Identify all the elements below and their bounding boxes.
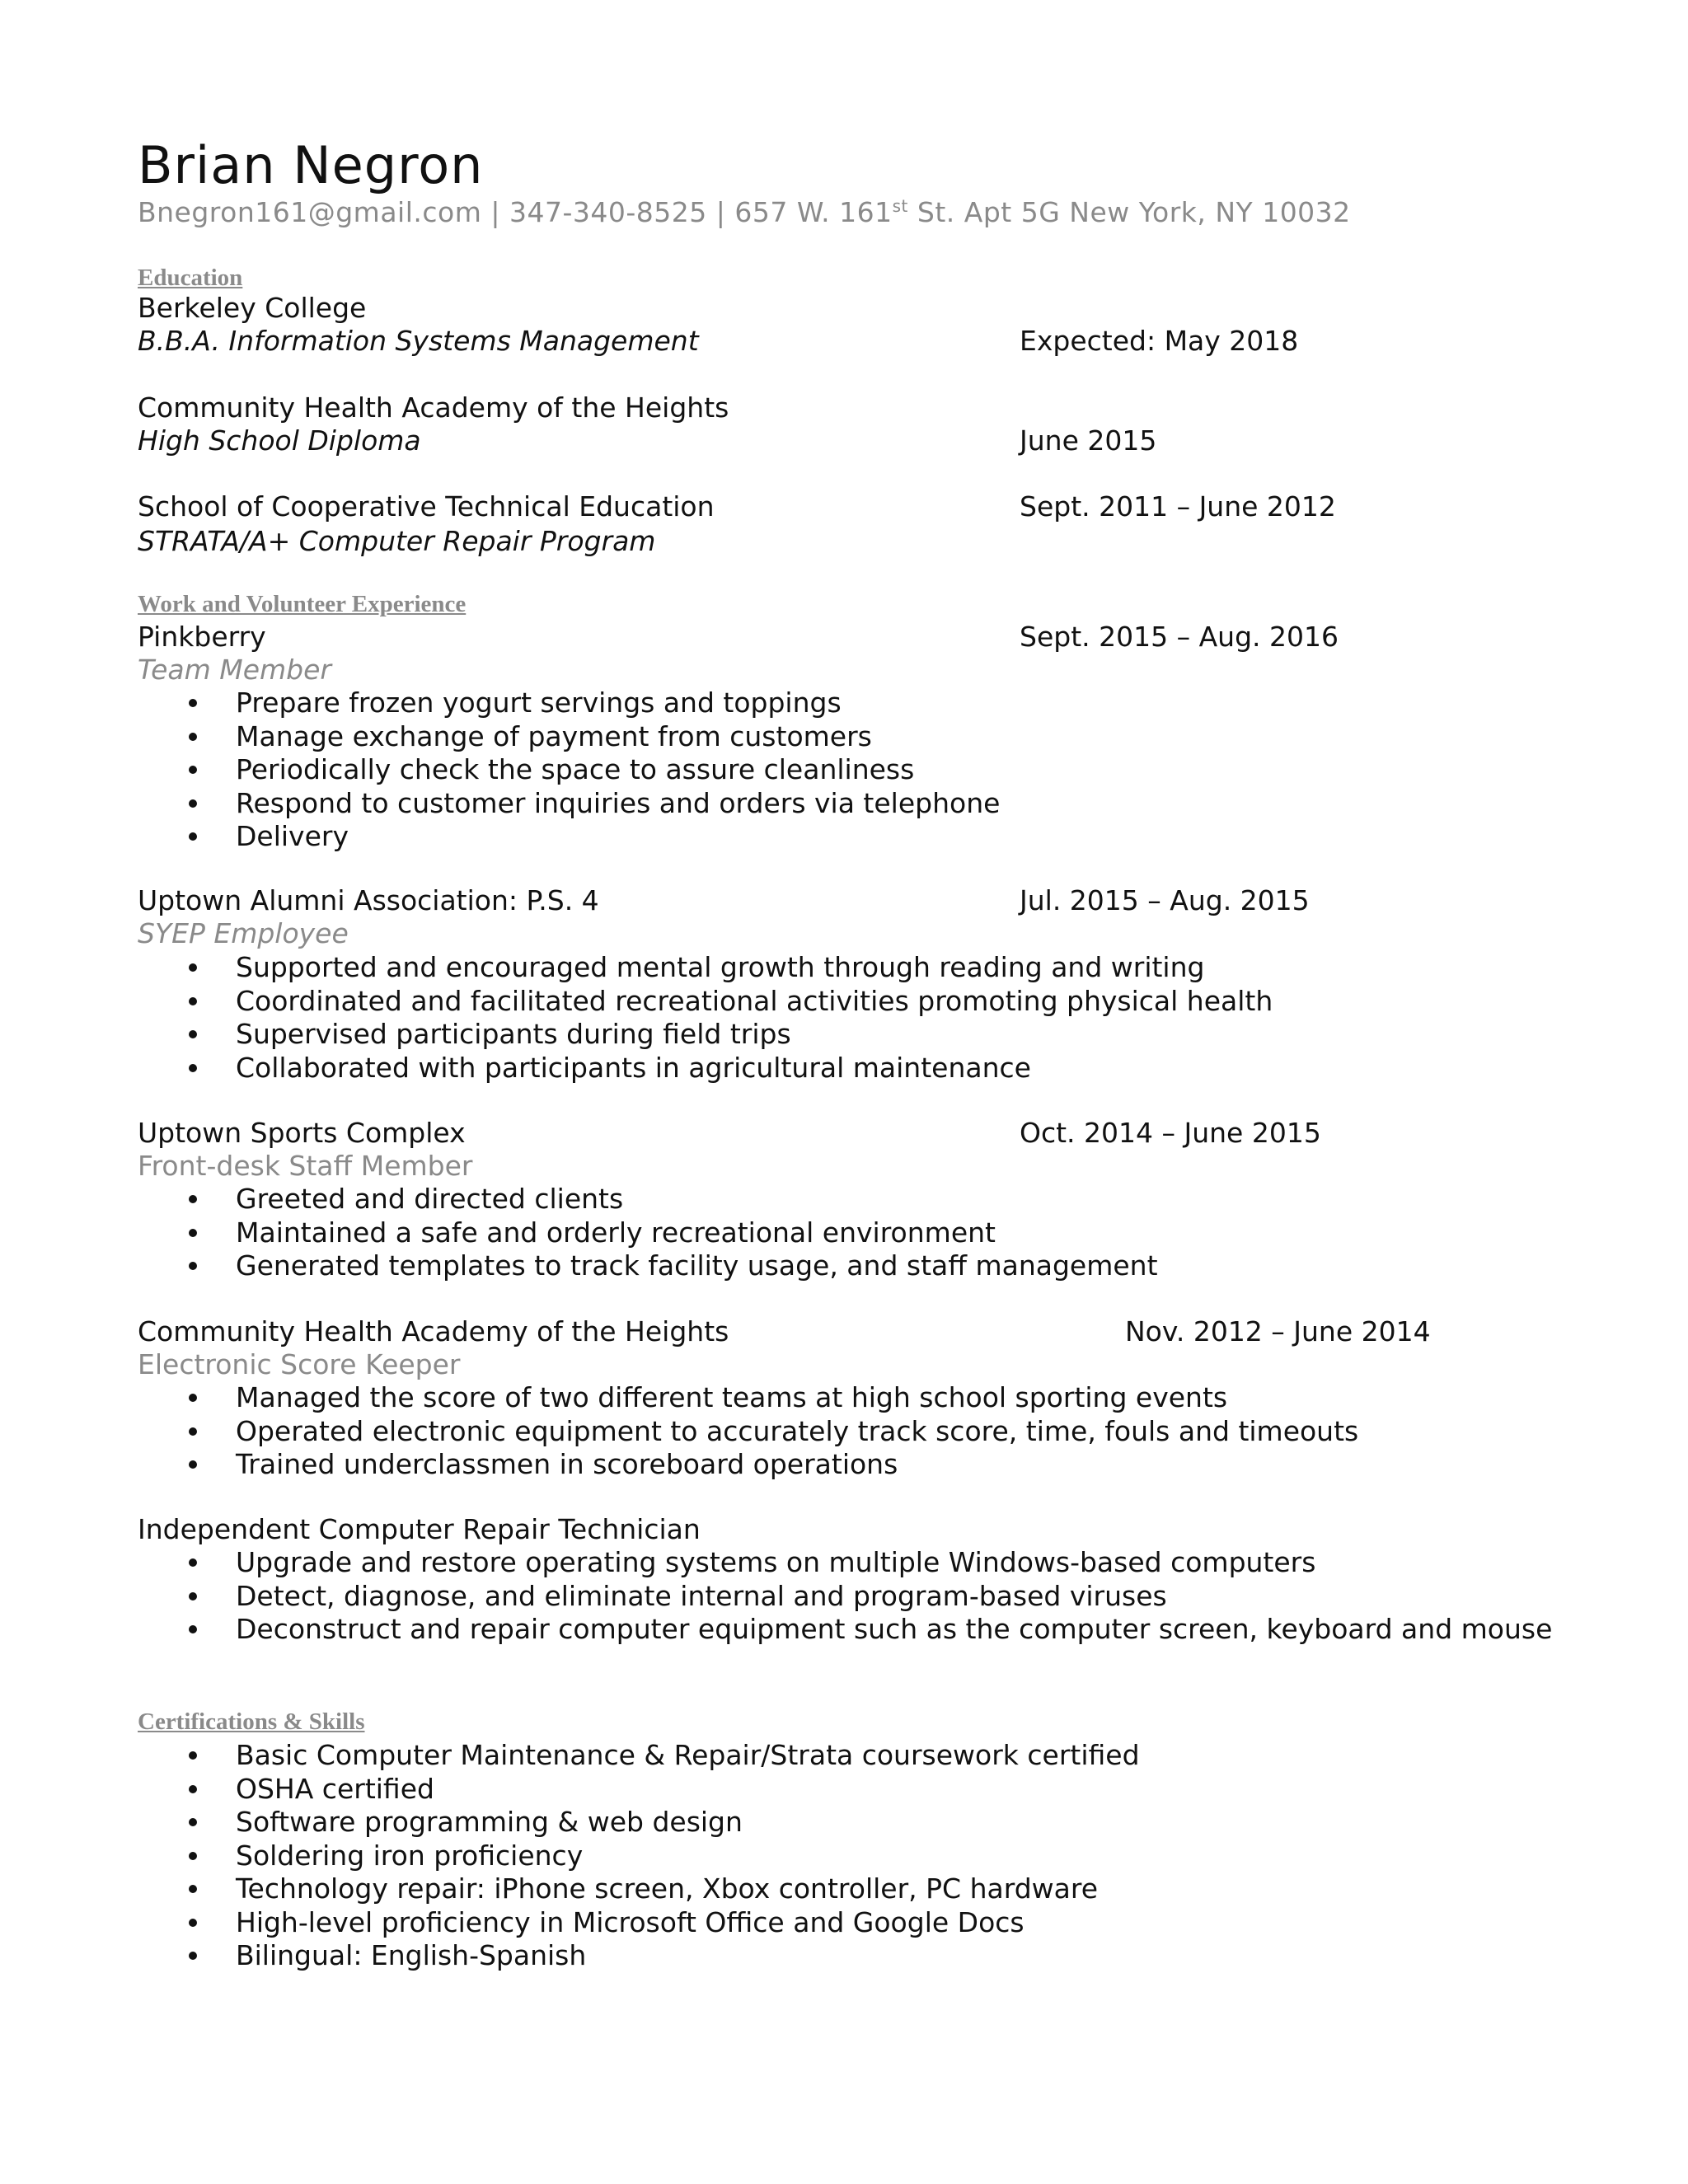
job-bullets [138, 687, 1000, 854]
list-item: Collaborated with participants in agricultural maintenance [138, 1052, 1273, 1085]
education-degree: STRATA/A+ Computer Repair Program [138, 525, 656, 557]
education-school: Community Health Academy of the Heights [138, 391, 729, 424]
bullet-icon [189, 1229, 197, 1237]
list-item: Maintained a safe and orderly recreational environment [138, 1216, 1158, 1250]
list-item: Respond to customer inquiries and orders via telephone [138, 787, 1000, 821]
list-item: Periodically check the space to assure cleanliness [138, 753, 1000, 787]
job-date: Jul. 2015 – Aug. 2015 [1020, 884, 1310, 916]
list-item: OSHA certified [138, 1773, 1140, 1807]
bullet-icon [189, 1885, 197, 1893]
education-school: Berkeley College [138, 292, 367, 324]
bullet-icon [189, 1394, 197, 1402]
bullet-icon [189, 1460, 197, 1469]
list-item: Upgrade and restore operating systems on multiple Windows-based computers [138, 1546, 1604, 1580]
bullet-icon [189, 1919, 197, 1927]
job-organization: Uptown Sports Complex [138, 1117, 466, 1149]
list-item: Bilingual: English-Spanish [138, 1939, 1140, 1973]
bullet-icon [189, 733, 197, 741]
bullet-icon [189, 1030, 197, 1038]
list-item: Technology repair: iPhone screen, Xbox controller, PC hardware [138, 1872, 1140, 1906]
skills-heading: Certifications & Skills [138, 1708, 365, 1735]
job-date: Sept. 2015 – Aug. 2016 [1020, 621, 1339, 653]
bullet-icon [189, 832, 197, 841]
list-item: Operated electronic equipment to accurately track score, time, fouls and timeouts [138, 1415, 1358, 1449]
job-organization: Pinkberry [138, 621, 266, 653]
list-item: Greeted and directed clients [138, 1183, 1158, 1216]
list-item: Delivery [138, 820, 1000, 854]
list-item: Coordinated and facilitated recreational activities promoting physical health [138, 985, 1273, 1019]
list-item: Prepare frozen yogurt servings and toppings [138, 687, 1000, 720]
bullet-icon [189, 699, 197, 707]
ordinal-suffix: st [892, 196, 908, 216]
bullet-icon [189, 1818, 197, 1826]
job-date: Nov. 2012 – June 2014 [1125, 1315, 1431, 1347]
list-item: Soldering iron proficiency [138, 1840, 1140, 1873]
bullet-icon [189, 997, 197, 1005]
job-organization: Community Health Academy of the Heights [138, 1315, 729, 1347]
bullet-icon [189, 963, 197, 972]
bullet-icon [189, 1064, 197, 1072]
list-item: Trained underclassmen in scoreboard operations [138, 1448, 1358, 1482]
education-heading: Education [138, 265, 243, 291]
bullet-icon [189, 1592, 197, 1601]
education-degree: B.B.A. Information Systems Management [138, 325, 699, 357]
bullet-icon [189, 799, 197, 808]
email-link[interactable]: Bnegron161@gmail.com [138, 196, 482, 228]
bullet-icon [189, 1952, 197, 1960]
education-date: Sept. 2011 – June 2012 [1020, 490, 1336, 523]
list-item: Detect, diagnose, and eliminate internal and program-based viruses [138, 1580, 1604, 1614]
job-organization: Uptown Alumni Association: P.S. 4 [138, 884, 599, 916]
job-bullets [138, 1546, 1604, 1647]
bullet-icon [189, 766, 197, 774]
education-school: School of Cooperative Technical Education [138, 490, 715, 523]
contact-line [138, 196, 1351, 228]
contact-address-end: St. Apt 5G New York, NY 10032 [907, 196, 1351, 228]
education-date: Expected: May 2018 [1020, 325, 1299, 357]
job-date: Oct. 2014 – June 2015 [1020, 1117, 1321, 1149]
job-role: Electronic Score Keeper [138, 1348, 461, 1380]
contact-phone-address: | 347-340-8525 | 657 W. 161 [481, 196, 893, 228]
resume-name: Brian Negron [138, 135, 484, 195]
bullet-icon [189, 1751, 197, 1760]
skills-bullets [138, 1739, 1140, 1973]
bullet-icon [189, 1262, 197, 1270]
bullet-icon [189, 1625, 197, 1633]
list-item: Managed the score of two different teams at high school sporting events [138, 1381, 1358, 1415]
experience-heading: Work and Volunteer Experience [138, 591, 467, 617]
job-role: SYEP Employee [138, 917, 349, 949]
job-bullets [138, 1183, 1158, 1283]
education-degree: High School Diploma [138, 424, 421, 457]
job-bullets [138, 1381, 1358, 1482]
bullet-icon [189, 1427, 197, 1436]
education-date: June 2015 [1020, 424, 1157, 457]
job-bullets [138, 951, 1273, 1085]
list-item: Basic Computer Maintenance & Repair/Strata coursework certified [138, 1739, 1140, 1773]
list-item: High-level proficiency in Microsoft Office and Google Docs [138, 1906, 1140, 1940]
list-item: Generated templates to track facility usage, and staff management [138, 1249, 1158, 1283]
bullet-icon [189, 1195, 197, 1203]
bullet-icon [189, 1785, 197, 1793]
job-role: Team Member [138, 654, 331, 686]
list-item: Supported and encouraged mental growth through reading and writing [138, 951, 1273, 985]
list-item: Software programming & web design [138, 1806, 1140, 1840]
list-item: Deconstruct and repair computer equipment such as the computer screen, keyboard and mouse [138, 1613, 1604, 1647]
bullet-icon [189, 1558, 197, 1567]
list-item: Manage exchange of payment from customers [138, 720, 1000, 754]
job-role: Front-desk Staff Member [138, 1150, 473, 1182]
job-organization: Independent Computer Repair Technician [138, 1513, 701, 1545]
bullet-icon [189, 1852, 197, 1860]
list-item: Supervised participants during field trips [138, 1018, 1273, 1052]
